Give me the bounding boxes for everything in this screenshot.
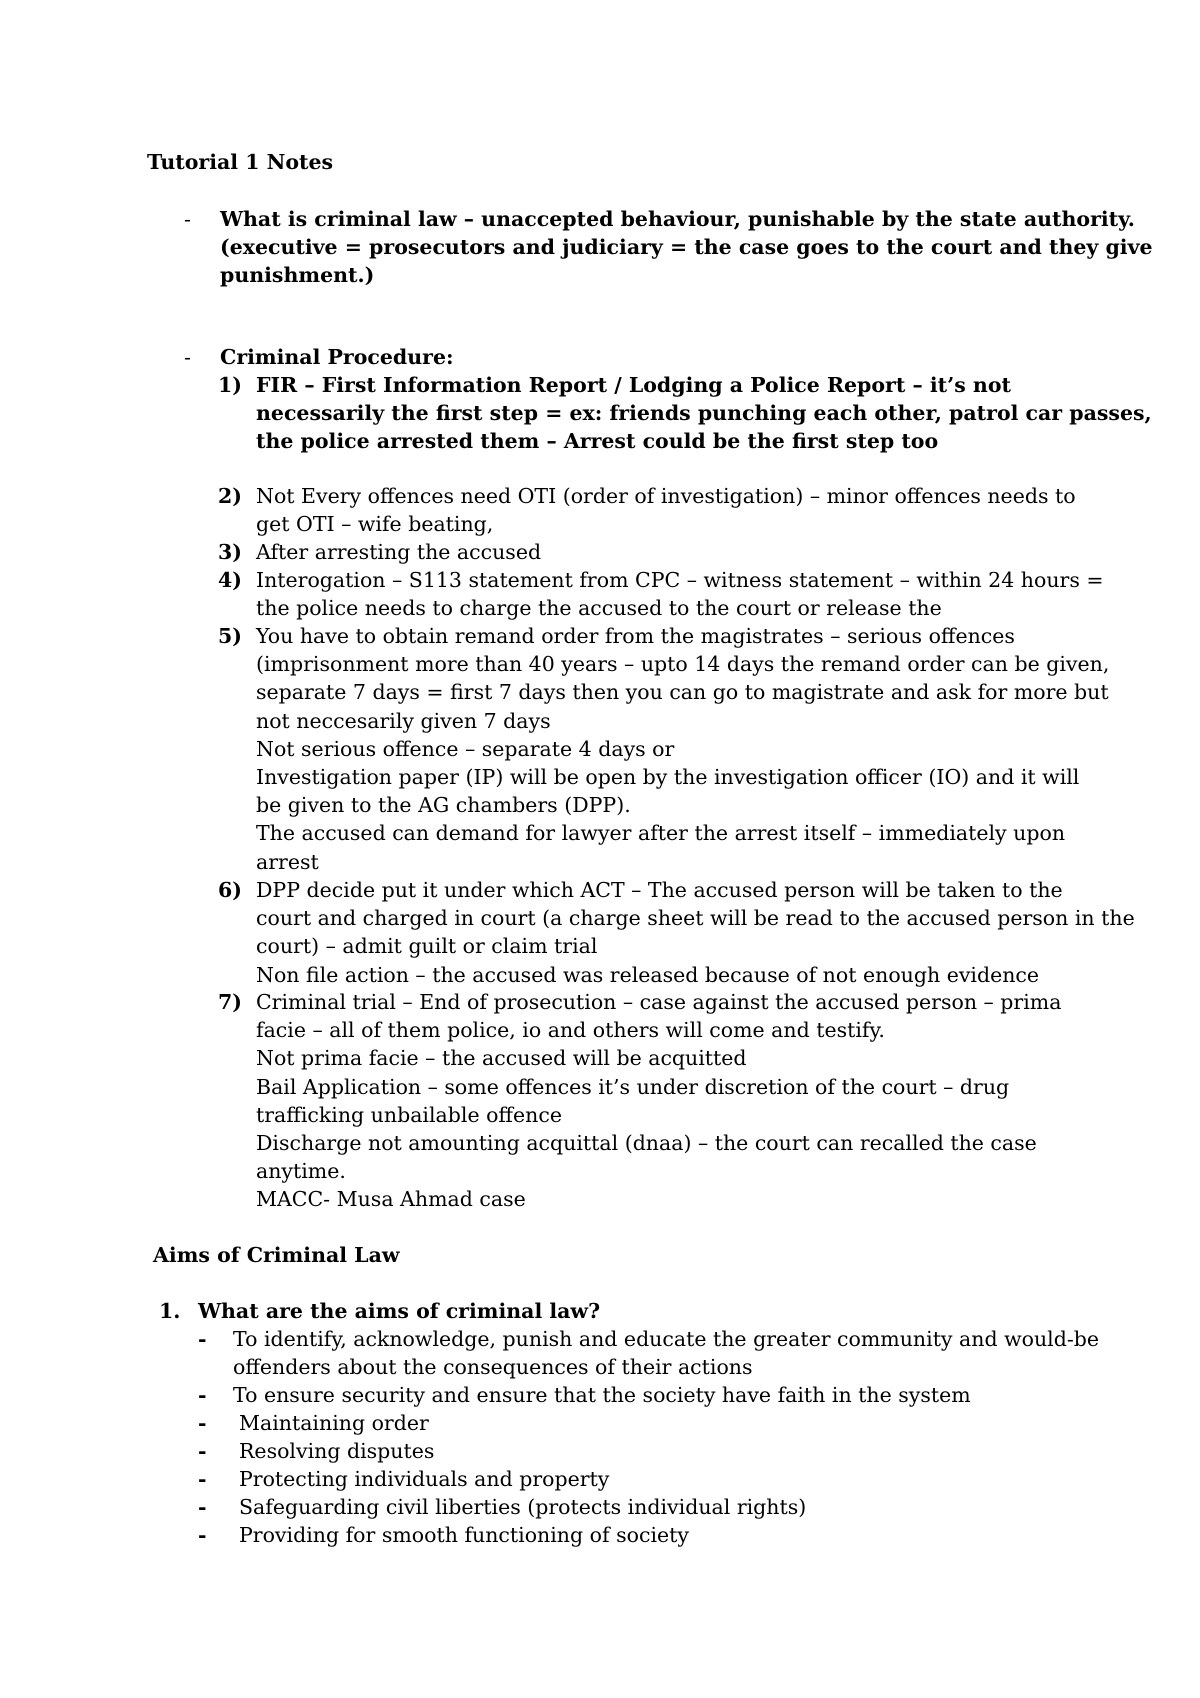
text-line: trafficking unbailable offence <box>256 1102 562 1127</box>
text-line: Investigation paper (IP) will be open by the investigation officer (IO) and it will <box>256 765 1080 790</box>
bullet-dash: - <box>198 1327 207 1351</box>
text-line: You have to obtain remand order from the magistrates – serious offences <box>256 624 1015 648</box>
text-line: Criminal trial – End of prosecution – case against the accused person – prima <box>256 990 1062 1014</box>
step-text <box>256 622 1110 876</box>
aim-text <box>239 1409 1089 1437</box>
text-line: anytime. <box>256 1159 346 1184</box>
aim-text <box>239 1521 1089 1549</box>
text-line: MACC- Musa Ahmad case <box>256 1187 526 1212</box>
text-line: Protecting individuals and property <box>239 1467 610 1491</box>
text-line: offenders about the consequences of their actions <box>233 1355 753 1380</box>
step-text <box>256 371 1152 456</box>
bullet-dash: - <box>198 1495 207 1519</box>
intro-text <box>220 205 1153 290</box>
step-number: 5) <box>218 624 242 648</box>
bullet-dash: - <box>184 345 191 369</box>
text-line: punishment.) <box>220 263 375 288</box>
text-line: Non file action – the accused was released because of not enough evidence <box>256 962 1040 987</box>
bullet-dash: - <box>198 1411 207 1435</box>
text-line: necessarily the first step = ex: friends punching each other, patrol car passes, <box>256 401 1152 426</box>
text-line: Not prima facie – the accused will be acquitted <box>256 1046 747 1071</box>
step-number: 6) <box>218 878 242 902</box>
step-text <box>256 876 1135 989</box>
text-line: DPP decide put it under which ACT – The accused person will be taken to the <box>256 878 1063 902</box>
document-title: Tutorial 1 Notes <box>147 150 334 174</box>
text-line: the police arrested them – Arrest could be the first step too <box>256 429 939 454</box>
bullet-dash: - <box>198 1467 207 1491</box>
bullet-dash: - <box>184 207 191 231</box>
text-line: Not serious offence – separate 4 days or <box>256 736 675 761</box>
text-line: be given to the AG chambers (DPP). <box>256 793 631 818</box>
text-line: Providing for smooth functioning of society <box>239 1523 689 1547</box>
step-number: 3) <box>218 540 242 564</box>
step-text <box>256 538 1081 566</box>
text-line: facie – all of them police, io and others will come and testify. <box>256 1018 885 1043</box>
text-line: What is criminal law – unaccepted behaviour, punishable by the state authority. <box>220 207 1135 231</box>
text-line: (imprisonment more than 40 years – upto 14 days the remand order can be given, <box>256 652 1110 677</box>
text-line: Resolving disputes <box>239 1439 435 1463</box>
bullet-dash: - <box>198 1439 207 1463</box>
text-line: FIR – First Information Report / Lodging a Police Report – it’s not <box>256 373 1011 397</box>
step-text <box>256 482 1081 538</box>
text-line: the police needs to charge the accused to the court or release the <box>256 596 942 621</box>
text-line: Bail Application – some offences it’s under discretion of the court – drug <box>256 1074 1010 1099</box>
text-line: get OTI – wife beating, <box>256 512 494 537</box>
text-line: The accused can demand for lawyer after the arrest itself – immediately upon <box>256 821 1066 846</box>
text-line: Safeguarding civil liberties (protects individual rights) <box>239 1495 807 1519</box>
text-line: To ensure security and ensure that the society have faith in the system <box>233 1383 971 1407</box>
text-line: not neccesarily given 7 days <box>256 708 551 733</box>
text-line: court) – admit guilt or claim trial <box>256 934 598 959</box>
aim-text <box>239 1493 1089 1521</box>
aim-text <box>239 1437 1089 1465</box>
text-line: (executive = prosecutors and judiciary = the case goes to the court and they give <box>220 235 1153 260</box>
text-line: separate 7 days = first 7 days then you can go to magistrate and ask for more but <box>256 680 1109 705</box>
text-line: Discharge not amounting acquittal (dnaa) – the court can recalled the case <box>256 1131 1037 1156</box>
step-text <box>256 566 1104 622</box>
bullet-dash: - <box>198 1523 207 1547</box>
text-line: arrest <box>256 849 319 874</box>
aim-text <box>233 1325 1100 1381</box>
question-text: What are the aims of criminal law? <box>198 1299 601 1323</box>
text-line: Interogation – S113 statement from CPC – witness statement – within 24 hours = <box>256 568 1104 592</box>
procedure-heading: Criminal Procedure: <box>220 345 454 369</box>
aim-text <box>239 1465 1089 1493</box>
step-number: 4) <box>218 568 242 592</box>
text-line: Not Every offences need OTI (order of investigation) – minor offences needs to <box>256 484 1076 508</box>
text-line: Maintaining order <box>239 1411 429 1435</box>
question-number: 1. <box>159 1299 181 1323</box>
step-text <box>256 988 1081 1214</box>
text-line: After arresting the accused <box>256 540 542 564</box>
step-number: 2) <box>218 484 242 508</box>
aim-text <box>233 1381 1083 1409</box>
step-number: 1) <box>218 373 242 397</box>
bullet-dash: - <box>198 1383 207 1407</box>
step-number: 7) <box>218 990 242 1014</box>
section-heading: Aims of Criminal Law <box>153 1243 400 1267</box>
text-line: To identify, acknowledge, punish and educate the greater community and would-be <box>233 1327 1100 1351</box>
text-line: court and charged in court (a charge sheet will be read to the accused person in the <box>256 906 1135 931</box>
